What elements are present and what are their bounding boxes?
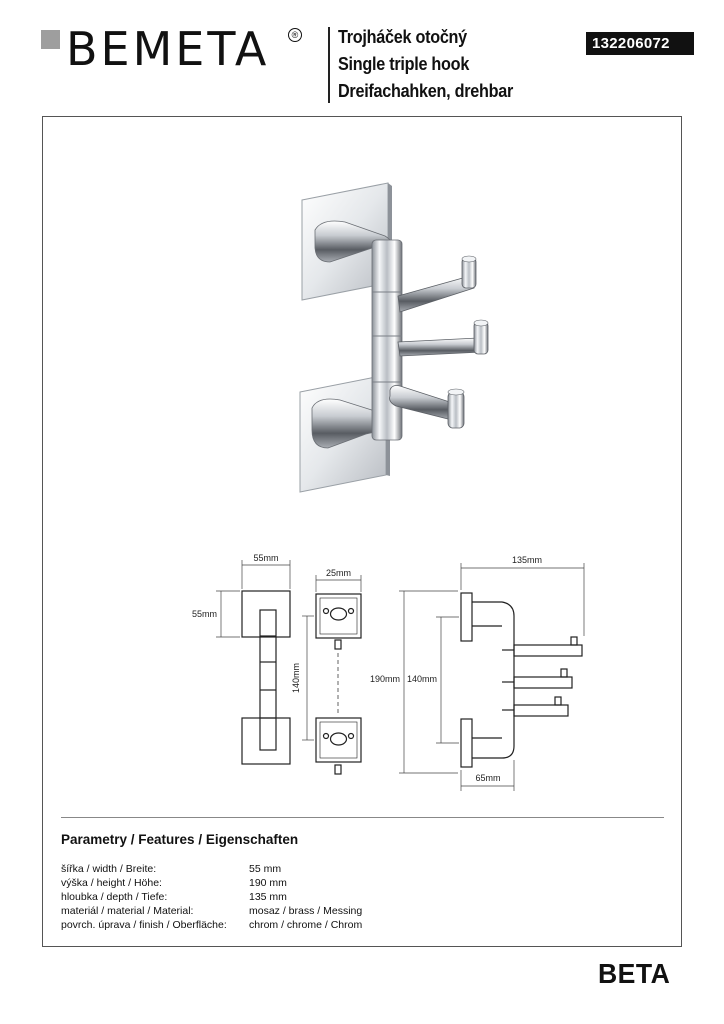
feature-label: materiál / material / Material: (61, 905, 194, 917)
dim-total-height: 190mm (369, 674, 400, 684)
feature-value: 135 mm (249, 891, 287, 903)
feature-label: povrch. úprava / finish / Oberfläche: (61, 919, 227, 931)
features-table (61, 862, 362, 932)
dim-width-left: 55mm (191, 609, 217, 619)
feature-value: chrom / chrome / Chrom (249, 919, 363, 931)
table-row (61, 890, 362, 904)
table-row (61, 904, 362, 918)
table-row (61, 876, 362, 890)
feature-value: 55 mm (249, 863, 282, 875)
dim-width-top: 55mm (253, 553, 279, 563)
dim-side-height: 140mm (406, 674, 437, 684)
dimension-lines (216, 560, 584, 791)
series-name: BETA (598, 958, 671, 989)
dim-depth: 135mm (511, 555, 543, 565)
dim-side-width: 65mm (475, 773, 501, 783)
registered-mark: ® (288, 28, 302, 42)
brand-logo: BEMETA (66, 22, 270, 76)
features-title: Parametry / Features / Eigenschaften (61, 832, 299, 847)
dim-inner-height: 140mm (291, 662, 301, 694)
feature-value: mosaz / brass / Messing (249, 905, 363, 917)
side-view (461, 593, 582, 767)
feature-label: výška / height / Höhe: (61, 877, 162, 889)
plates-view (316, 594, 361, 774)
feature-label: šířka / width / Breite: (61, 863, 157, 875)
title-czech: Trojháček otočný (338, 27, 467, 47)
table-row (61, 862, 362, 876)
table-row (61, 918, 362, 932)
title-english: Single triple hook (338, 54, 470, 74)
title-german: Dreifachahken, drehbar (338, 81, 514, 101)
feature-value: 190 mm (249, 877, 287, 889)
dim-plate-gap: 25mm (325, 568, 352, 578)
features-divider (61, 817, 664, 818)
front-view (242, 591, 290, 764)
product-code-badge: 132206072 (586, 32, 694, 55)
feature-label: hloubka / depth / Tiefe: (61, 891, 168, 903)
